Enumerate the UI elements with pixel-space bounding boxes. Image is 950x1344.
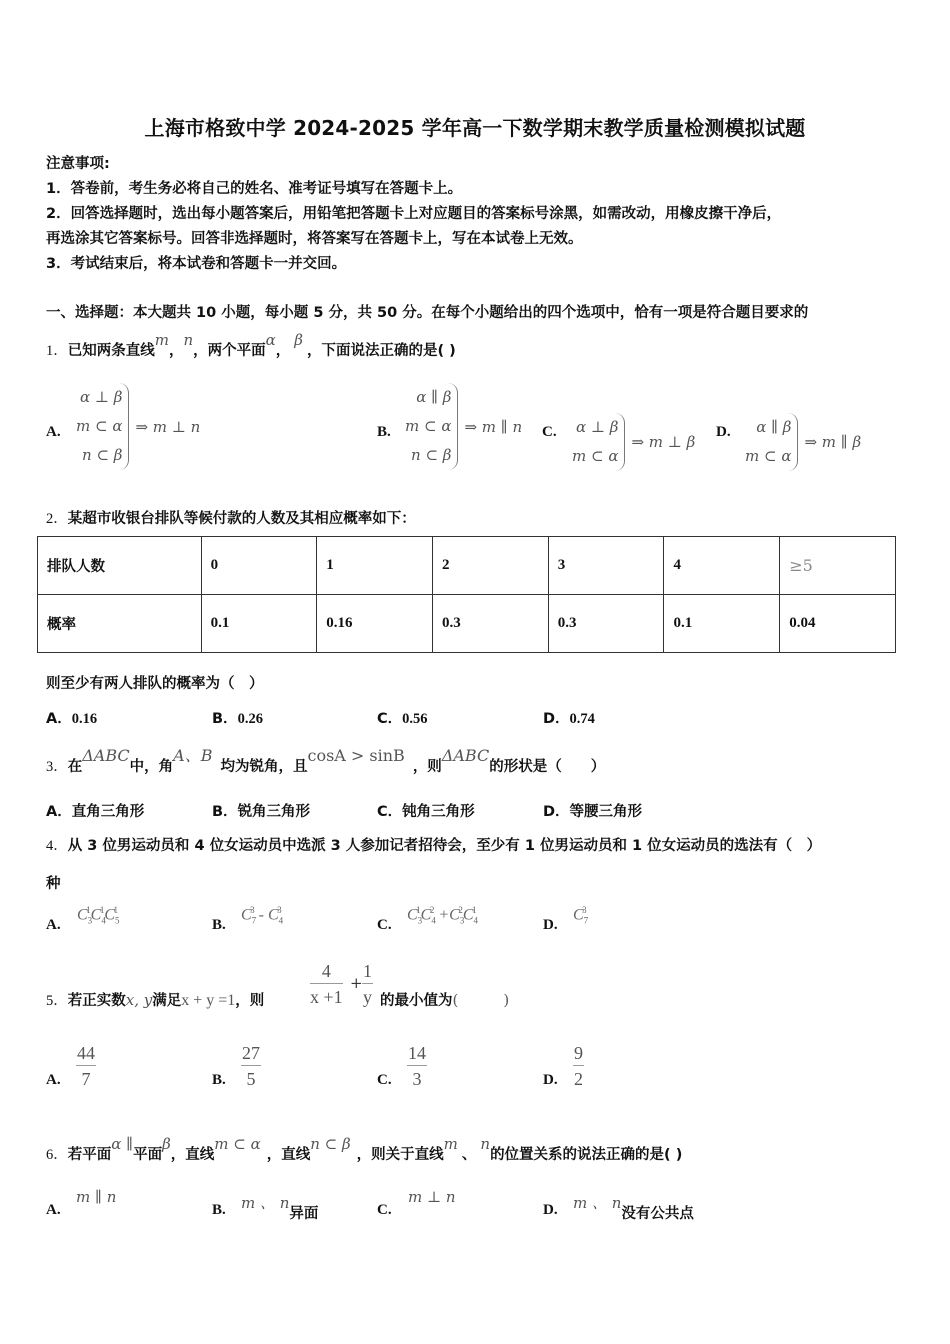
option-value: 0.26	[237, 711, 263, 727]
option-label: A.	[46, 1072, 61, 1088]
table-cell: 0.1	[664, 595, 780, 653]
question-6-stem	[46, 1135, 683, 1164]
question-number: 1．	[46, 343, 68, 359]
notice-item-1: 1．答卷前，考生务必将自己的姓名、准考证号填写在答题卡上。	[46, 181, 463, 197]
math-angles: A、B	[173, 746, 213, 765]
option-value: 锐角三角形	[237, 804, 311, 820]
brace-conditions	[405, 383, 458, 470]
stem-text: 的最小值为	[380, 993, 453, 1009]
conclusion: ⇒ m ∥ β	[804, 433, 862, 451]
option-label: A．	[46, 804, 72, 820]
option-label: A.	[46, 917, 61, 933]
condition: m ⊂ α	[572, 447, 619, 465]
option-label: B．	[212, 711, 238, 727]
stem-text: 中，角	[129, 759, 174, 775]
option-value: 0.56	[402, 711, 428, 727]
option-c-system[interactable]	[572, 413, 695, 471]
math-constraint: x + y =1	[181, 992, 236, 1009]
q3-option-b[interactable]	[212, 800, 310, 821]
stem-text: 的位置关系的说法正确的是( )	[490, 1147, 683, 1163]
notice-heading: 注意事项:	[46, 156, 110, 172]
denominator: y	[363, 987, 372, 1007]
option-label: D．	[543, 711, 570, 727]
stem-text: ，直线	[266, 1147, 311, 1163]
denominator: 2	[574, 1069, 583, 1089]
table-row	[38, 537, 896, 595]
math-m: m	[443, 1135, 458, 1153]
q2-option-d[interactable]	[543, 707, 595, 728]
stem-text: 已知两条直线	[67, 343, 155, 359]
option-text: 异面	[289, 1206, 319, 1222]
table-row	[38, 595, 896, 653]
brace-conditions	[76, 383, 129, 470]
option-label: C．	[377, 711, 403, 727]
option-math: m ∥ n	[76, 1188, 117, 1206]
denominator: 3	[412, 1069, 422, 1089]
q6-option-c[interactable]	[408, 1188, 456, 1206]
table-cell: 0.04	[780, 595, 896, 653]
option-math: m 、 n	[241, 1194, 290, 1212]
option-label: D.	[543, 1072, 558, 1088]
numerator: 14	[407, 1043, 427, 1066]
option-label: C.	[542, 424, 557, 440]
math-n: n	[480, 1135, 491, 1153]
option-label: C.	[377, 917, 392, 933]
stem-text: 若平面	[67, 1147, 112, 1163]
row-header: 概率	[38, 595, 202, 653]
conclusion: ⇒ m ⊥ n	[135, 417, 201, 436]
notice-item-2: 2．回答选择题时，选出每小题答案后，用铅笔把答题卡上对应题目的答案标号涂黑，如需改动，用橡皮擦干净后，	[46, 206, 782, 222]
math-n: n	[183, 331, 194, 349]
q3-option-a[interactable]	[46, 800, 144, 821]
q4-option-d-expr[interactable]: $C_7^3$	[573, 905, 589, 926]
option-label: B.	[377, 424, 391, 440]
q3-option-d[interactable]	[543, 800, 642, 821]
conclusion: ⇒ m ⊥ β	[631, 433, 696, 451]
table-cell: 0	[201, 537, 317, 595]
q2-option-b[interactable]	[212, 707, 263, 728]
q4-option-c-expr[interactable]: $C_3^1C_4^2 +C_3^2C_4^1$	[407, 905, 478, 926]
stem-text: 在	[67, 759, 83, 775]
math-triangle: ΔABC	[441, 746, 490, 765]
condition: α ⊥ β	[576, 418, 619, 436]
stem-text: ，则	[412, 759, 442, 775]
stem-text: 若正实数	[67, 993, 126, 1009]
table-cell: 2	[433, 537, 549, 595]
question-3-stem	[46, 746, 606, 776]
question-4-stem-cont: 种	[46, 876, 61, 892]
condition: m ⊂ α	[76, 417, 123, 435]
option-label: B.	[212, 1202, 226, 1218]
table-cell: 0.1	[201, 595, 317, 653]
stem-text: ，两个平面	[193, 343, 266, 359]
option-label: A.	[46, 1202, 61, 1218]
numerator: 4	[310, 961, 343, 984]
q6-option-b[interactable]	[241, 1194, 319, 1223]
condition: m ⊂ α	[405, 417, 452, 435]
stem-text: 的形状是（ ）	[489, 759, 606, 775]
option-d-system[interactable]	[745, 413, 861, 471]
question-number: 4．	[46, 838, 68, 854]
option-value: 0.74	[569, 711, 595, 727]
q4-option-a-expr[interactable]: $C_3^1C_4^1C_5^1$	[77, 905, 120, 926]
question-number: 5．	[46, 993, 68, 1009]
option-a-system[interactable]	[76, 383, 200, 470]
denominator: x +1	[310, 987, 343, 1007]
stem-text: 满足	[152, 993, 182, 1009]
numerator: 1	[362, 961, 373, 984]
option-label: B.	[212, 1072, 226, 1088]
conclusion: ⇒ m ∥ n	[464, 417, 523, 436]
stem-text: 均为锐角，且	[220, 759, 308, 775]
numerator: 27	[241, 1043, 261, 1066]
question-2-prompt: 则至少有两人排队的概率为（ ）	[46, 676, 264, 692]
table-cell: 0.3	[548, 595, 664, 653]
math-beta: β	[294, 331, 303, 349]
q6-option-d[interactable]	[573, 1194, 694, 1223]
option-label: C.	[377, 1072, 392, 1088]
question-number: 6．	[46, 1147, 68, 1163]
option-label: A.	[46, 424, 61, 440]
table-cell: 0.3	[433, 595, 549, 653]
notice-item-3: 3．考试结束后，将本试卷和答题卡一并交回。	[46, 256, 347, 272]
math-m: m	[154, 331, 169, 349]
stem-text: 某超市收银台排队等候付款的人数及其相应概率如下：	[67, 511, 416, 527]
table-cell: 3	[548, 537, 664, 595]
stem-text: 从 3 位男运动员和 4 位女运动员中选派 3 人参加记者招待会，至少有 1 位男运动员和 1 位女运动员的选法有（ ）	[67, 838, 822, 854]
option-label: D.	[716, 424, 731, 440]
stem-text: ，下面说法正确的是( )	[306, 343, 456, 359]
option-text: 没有公共点	[621, 1206, 694, 1222]
q5-option-b-fraction[interactable]	[241, 1043, 261, 1090]
plus-sign: +	[350, 974, 363, 992]
question-1-stem	[46, 331, 456, 360]
q5-option-c-fraction[interactable]	[407, 1043, 427, 1090]
math-vars: x, y	[125, 991, 153, 1009]
notice-item-2-cont: 再选涂其它答案标号。回答非选择题时，将答案写在答题卡上，写在本试卷上无效。	[46, 231, 583, 247]
q4-option-b-expr[interactable]: $C_7^3 - C_4^3$	[241, 905, 284, 926]
question-5-stem-end	[380, 989, 509, 1010]
condition: n ⊂ β	[411, 446, 452, 464]
option-b-system[interactable]	[405, 383, 522, 470]
page-title: 上海市格致中学 2024-2025 学年高一下数学期末教学质量检测模拟试题	[144, 116, 806, 140]
table-cell: 4	[664, 537, 780, 595]
question-2-stem	[46, 507, 416, 528]
option-value: 等腰三角形	[569, 804, 643, 820]
answer-paren: ( )	[452, 991, 510, 1009]
stem-text: 平面	[133, 1147, 163, 1163]
stem-text: ，则	[235, 993, 265, 1009]
section-heading: 一、选择题：本大题共 10 小题，每小题 5 分，共 50 分。在每个小题给出的四个选项中，恰有一项是符合题目要求的	[46, 305, 809, 321]
separator: ，	[275, 343, 291, 359]
fraction-4-over-x-plus-1	[310, 961, 343, 1008]
option-value: 钝角三角形	[402, 804, 475, 820]
brace-conditions	[572, 413, 625, 471]
math-alpha-parallel: α ∥	[111, 1135, 134, 1153]
condition: α ⊥ β	[80, 388, 123, 406]
q5-option-a-fraction[interactable]	[76, 1043, 96, 1090]
separator: ，	[168, 343, 184, 359]
q2-option-a[interactable]	[46, 707, 97, 728]
stem-text: ，直线	[170, 1147, 215, 1163]
brace-conditions	[745, 413, 798, 471]
q5-option-d-fraction[interactable]	[573, 1043, 584, 1090]
math-alpha: α	[265, 331, 276, 349]
numerator: 44	[76, 1043, 96, 1066]
q6-option-a[interactable]	[76, 1188, 116, 1206]
denominator: 7	[81, 1069, 91, 1089]
math-inequality: cosA > sinB	[307, 746, 405, 765]
option-label: C.	[377, 1202, 392, 1218]
separator: 、	[461, 1147, 477, 1163]
option-label: D.	[543, 1202, 558, 1218]
numerator: 9	[573, 1043, 584, 1066]
math-n-subset-beta: n ⊂ β	[310, 1135, 351, 1153]
option-label: D.	[543, 917, 558, 933]
option-math: m ⊥ n	[408, 1188, 456, 1206]
fraction-1-over-y	[362, 961, 373, 1008]
question-number: 3．	[46, 759, 68, 775]
stem-text: ，则关于直线	[356, 1147, 444, 1163]
q2-option-c[interactable]	[377, 707, 428, 728]
option-value: 0.16	[71, 711, 98, 727]
question-4-stem	[46, 834, 821, 855]
option-value: 直角三角形	[71, 804, 145, 820]
condition: α ∥ β	[416, 388, 452, 406]
queue-probability-table	[37, 536, 896, 653]
math-m-subset-alpha: m ⊂ α	[214, 1135, 261, 1153]
table-cell: 1	[317, 537, 433, 595]
question-5-stem	[46, 989, 264, 1010]
math-triangle: ΔABC	[82, 746, 130, 765]
option-label: B.	[212, 917, 226, 933]
denominator: 5	[246, 1069, 256, 1089]
condition: α ∥ β	[756, 418, 792, 436]
row-header: 排队人数	[38, 537, 202, 595]
math-beta: β	[162, 1135, 171, 1153]
option-label: D．	[543, 804, 570, 820]
option-label: A．	[46, 711, 72, 727]
table-cell: ≥5	[780, 537, 896, 595]
option-math: m 、 n	[573, 1194, 622, 1212]
table-cell: 0.16	[317, 595, 433, 653]
option-label: B．	[212, 804, 238, 820]
question-number: 2．	[46, 511, 68, 527]
q3-option-c[interactable]	[377, 800, 475, 821]
condition: n ⊂ β	[82, 446, 123, 464]
option-label: C．	[377, 804, 403, 820]
condition: m ⊂ α	[745, 447, 792, 465]
